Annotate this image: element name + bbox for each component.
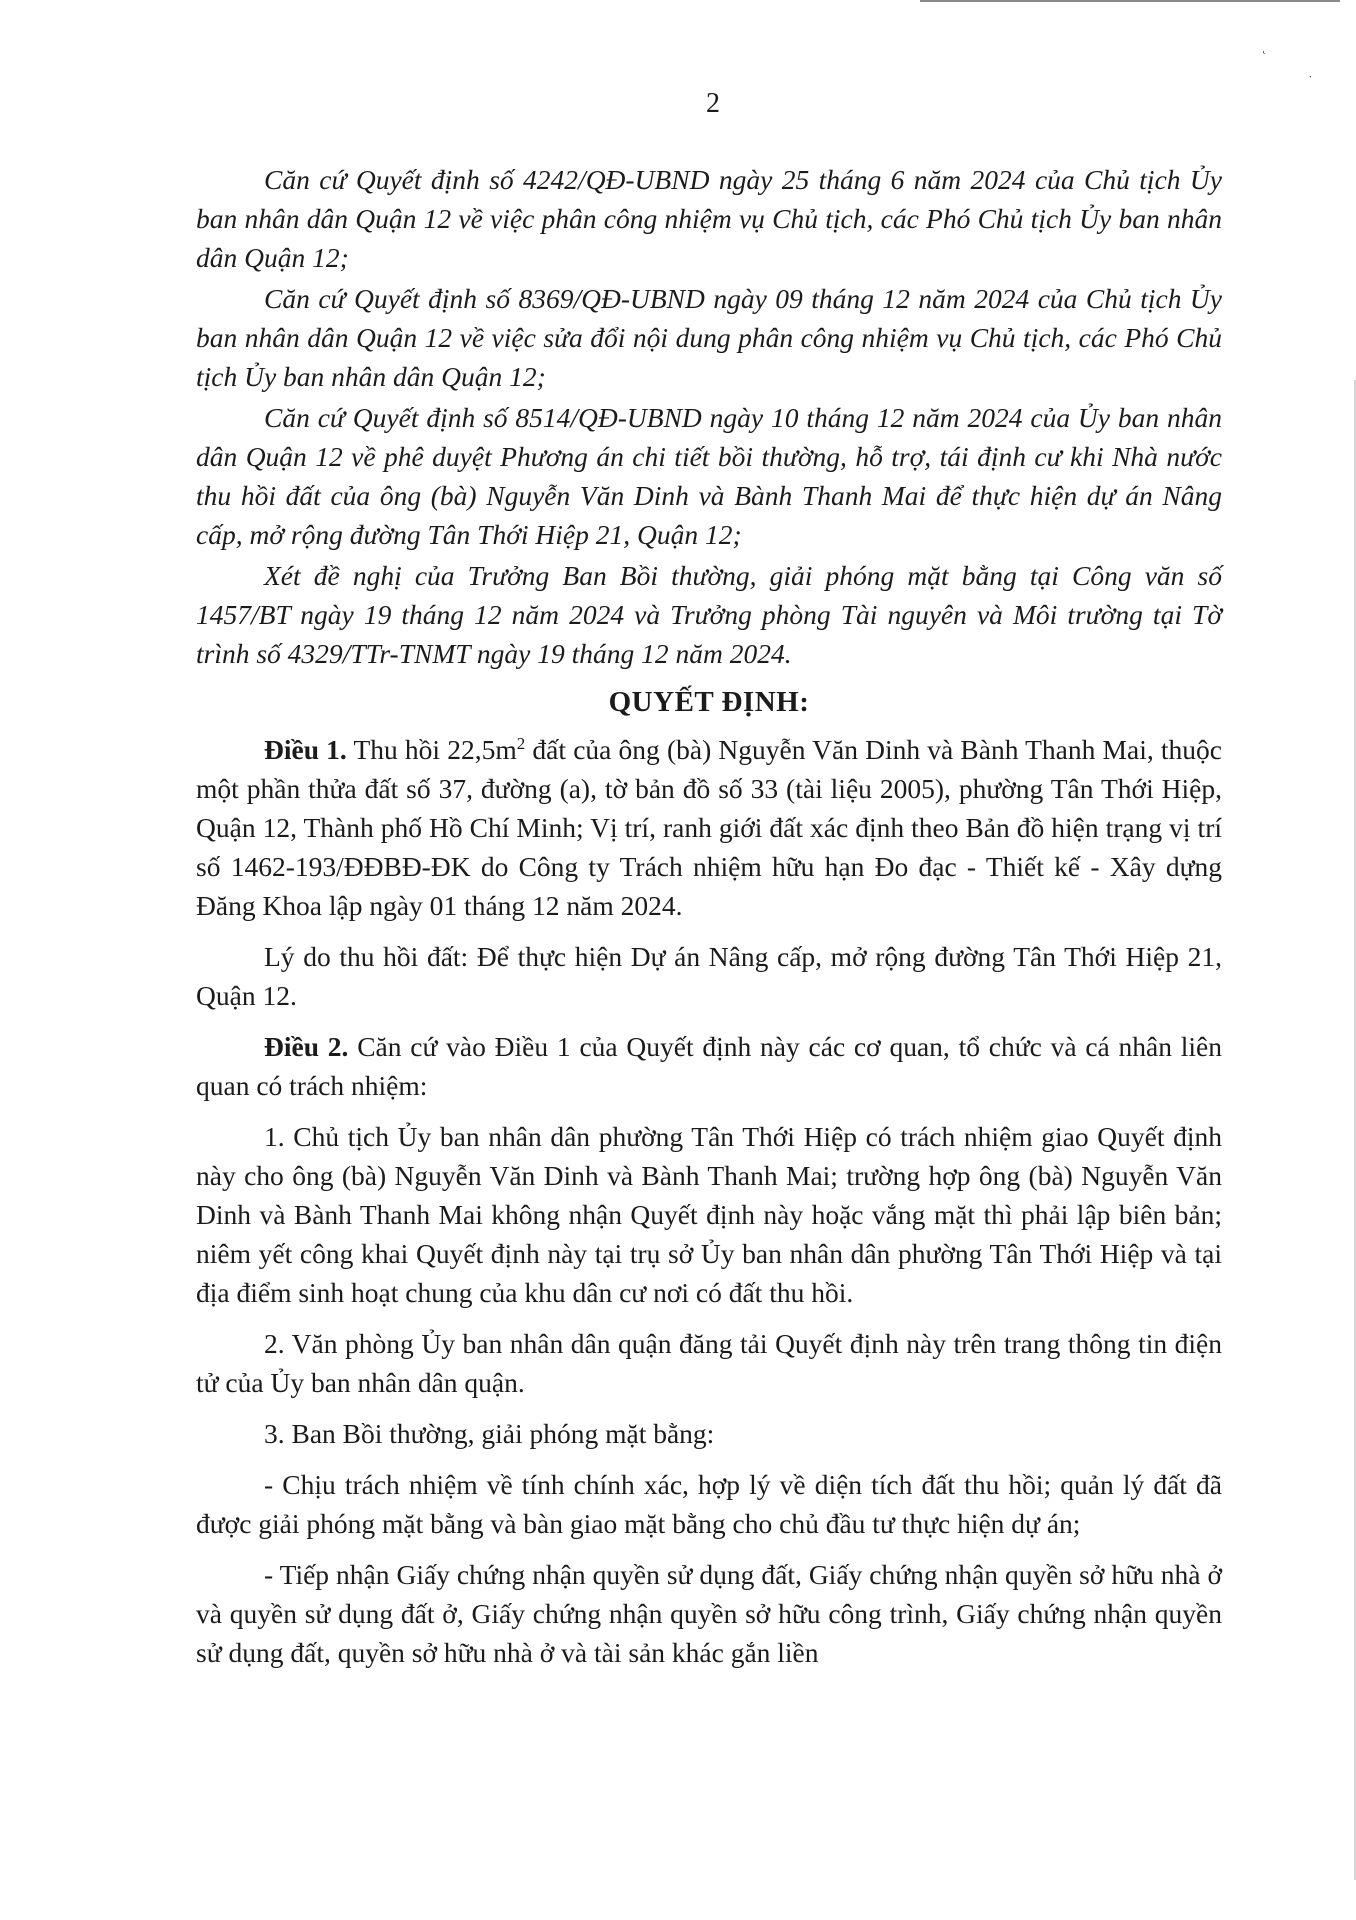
square-superscript: 2 — [516, 733, 526, 753]
reason-paragraph: Lý do thu hồi đất: Để thực hiện Dự án Nâng cấp, mở rộng đường Tân Thới Hiệp 21, Quận 12. — [196, 941, 1222, 1011]
scan-speck: ˙ — [1308, 74, 1313, 89]
article-2-label: Điều 2. — [264, 1031, 349, 1062]
basis-paragraph: Căn cứ Quyết định số 8514/QĐ-UBND ngày 10 tháng 12 năm 2024 của Ủy ban nhân dân Quận 12 về phê duyệt Phương án chi tiết bồi thường, hỗ trợ, tái định cư khi Nhà nước thu hồi đất của ông (bà) Nguyễn Văn Dinh và Bành Thanh Mai để thực hiện dự án Nâng cấp, mở rộng đường Tân Thới Hiệp 21, Quận 12; — [196, 402, 1222, 550]
legal-basis-section — [196, 160, 1222, 673]
item-paragraph: 2. Văn phòng Ủy ban nhân dân quận đăng tải Quyết định này trên trang thông tin điện tử của Ủy ban nhân dân quận. — [196, 1328, 1222, 1398]
item-paragraph: - Chịu trách nhiệm về tính chính xác, hợp lý về diện tích đất thu hồi; quản lý đất đã được giải phóng mặt bằng và bàn giao mặt bằng cho chủ đầu tư thực hiện dự án; — [196, 1469, 1222, 1539]
item-paragraph: - Tiếp nhận Giấy chứng nhận quyền sử dụng đất, Giấy chứng nhận quyền sở hữu nhà ở và quyền sử dụng đất ở, Giấy chứng nhận quyền sở hữu công trình, Giấy chứng nhận quyền sử dụng đất, quyền sở hữu nhà ở và tài sản khác gắn liền — [196, 1559, 1222, 1668]
article-1-text-a: Thu hồi 22,5m — [346, 734, 517, 765]
scan-speck: ˛ — [1262, 40, 1267, 55]
top-border-line — [920, 0, 1340, 2]
article-2 — [196, 1027, 1222, 1105]
item-paragraph: 3. Ban Bồi thường, giải phóng mặt bằng: — [264, 1418, 715, 1449]
basis-paragraph: Xét đề nghị của Trưởng Ban Bồi thường, giải phóng mặt bằng tại Công văn số 1457/BT ngày 19 tháng 12 năm 2024 và Trưởng phòng Tài nguyên và Môi trường tại Tờ trình số 4329/TTr-TNMT ngày 19 tháng 12 năm 2024. — [196, 560, 1222, 669]
decision-title: QUYẾT ĐỊNH: — [608, 686, 810, 718]
article-1-text-b: đất của ông (bà) Nguyễn Văn Dinh và Bành Thanh Mai, thuộc một phần thửa đất số 37, đường (a), tờ bản đồ số 33 (tài liệu 2005), phường Tân Thới Hiệp, Quận 12, Thành phố Hồ Chí Minh; Vị trí, ranh giới đất xác định theo Bản đồ hiện trạng vị trí số 1462-193/ĐĐBĐ-ĐK do Công ty Trách nhiệm hữu hạn Đo đạc - Thiết kế - Xây dựng Đăng Khoa lập ngày 01 tháng 12 năm 2024. — [196, 734, 1222, 921]
basis-paragraph: Căn cứ Quyết định số 8369/QĐ-UBND ngày 09 tháng 12 năm 2024 của Chủ tịch Ủy ban nhân dân Quận 12 về việc sửa đổi nội dung phân công nhiệm vụ Chủ tịch, các Phó Chủ tịch Ủy ban nhân dân Quận 12; — [196, 283, 1222, 392]
article-2-text: Căn cứ vào Điều 1 của Quyết định này các cơ quan, tổ chức và cá nhân liên quan có trách nhiệm: — [196, 1031, 1223, 1101]
decision-articles — [196, 730, 1222, 1672]
document-body — [196, 160, 1222, 1684]
article-1-label: Điều 1. — [264, 734, 347, 765]
basis-paragraph: Căn cứ Quyết định số 4242/QĐ-UBND ngày 25 tháng 6 năm 2024 của Chủ tịch Ủy ban nhân dân Quận 12 về việc phân công nhiệm vụ Chủ tịch, các Phó Chủ tịch Ủy ban nhân dân Quận 12; — [196, 164, 1222, 273]
article-1 — [196, 730, 1222, 925]
page-number: 2 — [706, 88, 720, 119]
item-paragraph: 1. Chủ tịch Ủy ban nhân dân phường Tân Thới Hiệp có trách nhiệm giao Quyết định này cho ông (bà) Nguyễn Văn Dinh và Bành Thanh Mai; trường hợp ông (bà) Nguyễn Văn Dinh và Bành Thanh Mai không nhận Quyết định này hoặc vắng mặt thì phải lập biên bản; niêm yết công khai Quyết định này tại trụ sở Ủy ban nhân dân phường Tân Thới Hiệp và tại địa điểm sinh hoạt chung của khu dân cư nơi có đất thu hồi. — [196, 1121, 1222, 1308]
